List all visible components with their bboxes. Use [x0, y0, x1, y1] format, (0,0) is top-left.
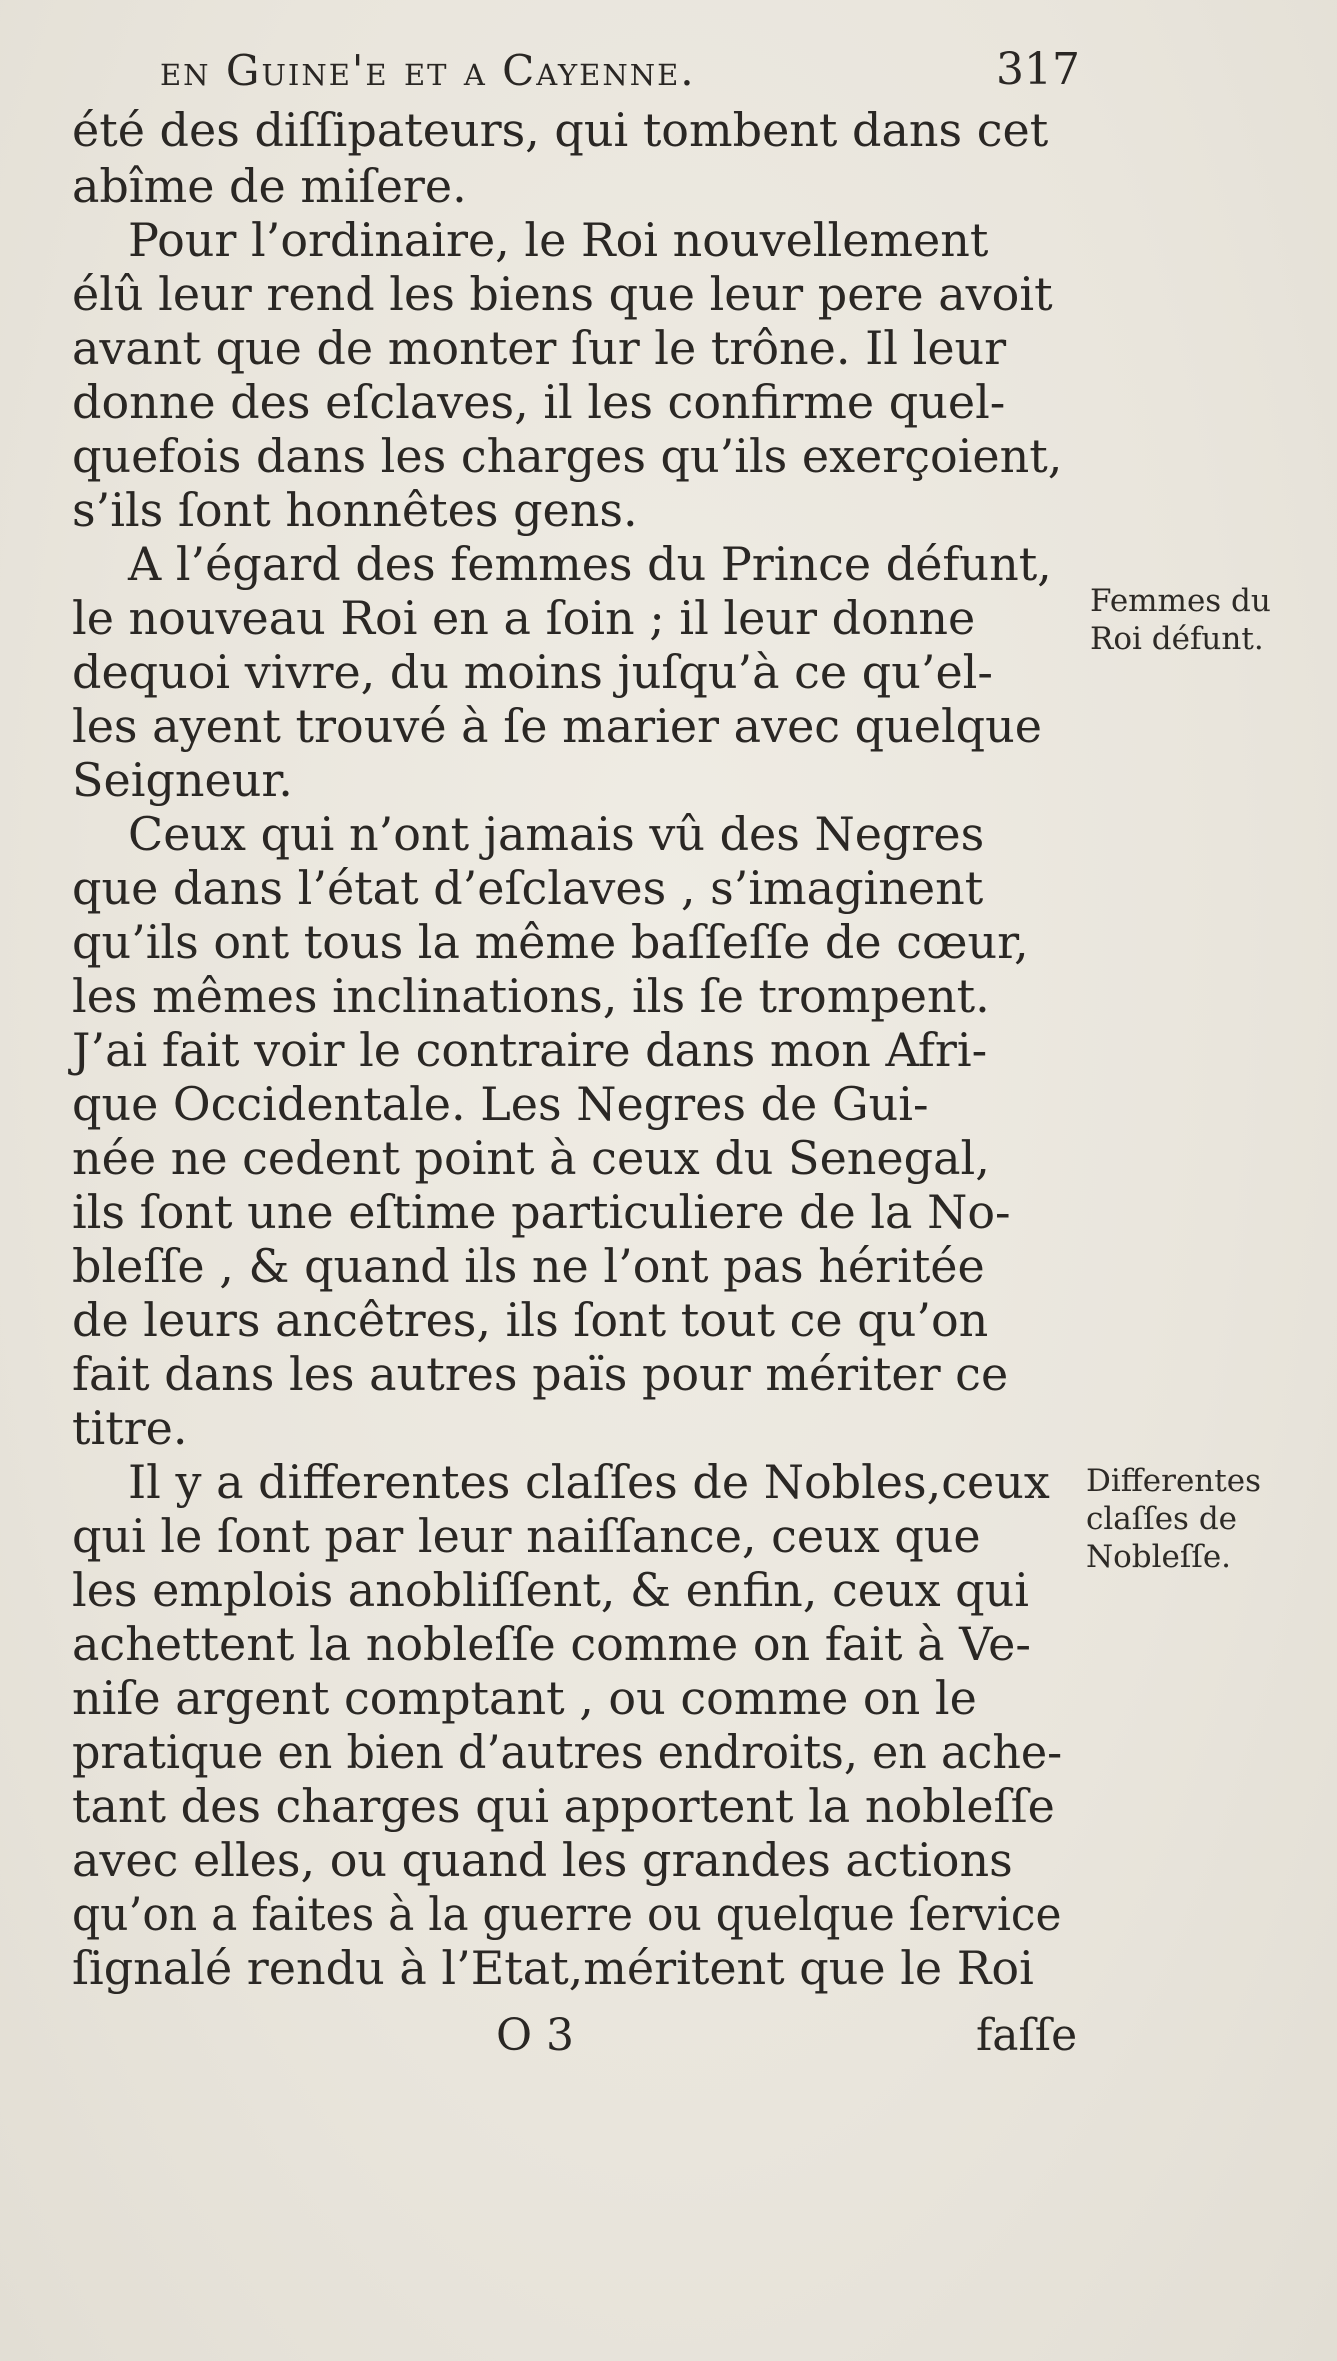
text-line: les mêmes inclinations, ils ſe trompent.	[72, 969, 990, 1023]
margin-note-nobles	[1086, 1462, 1261, 1576]
text-line: avant que de monter ſur le trône. Il leur	[72, 321, 1007, 375]
text-line: Ceux qui n’ont jamais vû des Negres	[128, 807, 985, 861]
margin-note-line: Nobleſſe.	[1086, 1539, 1232, 1575]
text-line: les ayent trouvé à ſe marier avec quelque	[72, 699, 1042, 753]
text-line: été des diſſipateurs, qui tombent dans cet	[72, 103, 1049, 157]
text-line: J’ai fait voir le contraire dans mon Afri-	[72, 1023, 988, 1077]
text-line: bleſſe , & quand ils ne l’ont pas héritée	[72, 1239, 985, 1293]
text-line: qui le ſont par leur naiſſance, ceux que	[72, 1509, 981, 1563]
text-line: ils ſont une eſtime particuliere de la No-	[72, 1185, 1011, 1239]
signature-mark: O 3	[496, 2010, 575, 2061]
text-line: le nouveau Roi en a ſoin ; il leur donne	[72, 591, 976, 645]
text-line: dequoi vivre, du moins juſqu’à ce qu’el-	[72, 645, 993, 699]
text-line: abîme de miſere.	[72, 159, 467, 213]
margin-note-line: Femmes du	[1090, 583, 1271, 619]
text-line: née ne cedent point à ceux du Senegal,	[72, 1131, 990, 1185]
text-line: donne des eſclaves, il les confirme quel-	[72, 375, 1006, 429]
margin-note-line: claſſes de	[1086, 1501, 1238, 1537]
text-line: quefois dans les charges qu’ils exerçoient,	[72, 429, 1063, 483]
margin-note-line: Roi défunt.	[1090, 621, 1264, 657]
text-line: Pour l’ordinaire, le Roi nouvellement	[128, 213, 989, 267]
text-line: ſignalé rendu à l’Etat,méritent que le Roi	[72, 1941, 1034, 1995]
text-line: achettent la nobleſſe comme on fait à Ve-	[72, 1617, 1031, 1671]
text-line: s’ils ſont honnêtes gens.	[72, 483, 638, 537]
page-header	[160, 42, 1080, 102]
text-line: titre.	[72, 1401, 188, 1455]
margin-note-femmes	[1090, 582, 1271, 658]
text-line: avec elles, ou quand les grandes actions	[72, 1833, 1013, 1887]
text-line: qu’ils ont tous la même baſſeſſe de cœur,	[72, 915, 1029, 969]
text-line: qu’on a faites à la guerre ou quelque ſervice	[72, 1887, 1062, 1941]
text-line: de leurs ancêtres, ils ſont tout ce qu’on	[72, 1293, 989, 1347]
text-line: pratique en bien d’autres endroits, en ache-	[72, 1725, 1063, 1779]
text-line: que Occidentale. Les Negres de Gui-	[72, 1077, 929, 1131]
text-line: Il y a differentes claſſes de Nobles,ceux	[128, 1455, 1050, 1509]
text-line: fait dans les autres païs pour mériter ce	[72, 1347, 1009, 1401]
page-footer	[0, 2010, 1337, 2070]
text-line: tant des charges qui apportent la nobleſſe	[72, 1779, 1055, 1833]
margin-note-line: Differentes	[1086, 1463, 1261, 1499]
running-title: en Guine'e et a Cayenne.	[160, 46, 696, 95]
text-line: niſe argent comptant , ou comme on le	[72, 1671, 977, 1725]
text-line: que dans l’état d’eſclaves , s’imaginent	[72, 861, 984, 915]
page-number: 317	[996, 44, 1080, 95]
text-line: les emplois anobliſſent, & enfin, ceux qui	[72, 1563, 1029, 1617]
text-line: A l’égard des femmes du Prince défunt,	[128, 537, 1052, 591]
catchword: faſſe	[976, 2010, 1078, 2061]
text-line: élû leur rend les biens que leur pere avoit	[72, 267, 1053, 321]
text-line: Seigneur.	[72, 753, 293, 807]
